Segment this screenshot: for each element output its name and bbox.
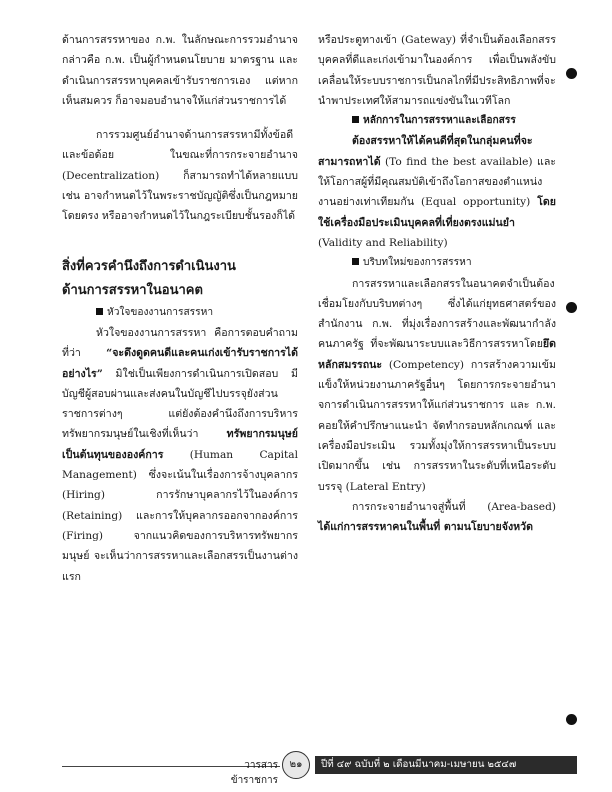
subheading-text: หัวใจของงานการสรรหา — [107, 306, 214, 318]
para3-quote: “จะดึงดูดคนดีและคนเก่งเข้ารับราชการได้อย่างไร” — [62, 347, 298, 380]
page-number: ๒๑ — [282, 751, 310, 779]
subheading-text: บริบทใหม่ของการสรรหา — [363, 257, 472, 269]
left-paragraph-2: การรวมศูนย์อำนาจด้านการสรรหามีทั้งข้อดีและข้อด้อย ในขณะที่การกระจายอำนาจ (Decentralization) ก็สามารถทำได้หลายแบบ เช่น อาจกำหนดไว้ในพระราชบัญญัติซึ่งเป็นกฎหมายโดยตรง หรืออาจกำหนดไว้ในกฎระเบียบชั้นรองก็ได้ — [62, 129, 298, 223]
para3-bold: ยึดหลักสมรรถนะ — [318, 338, 556, 371]
subheading-heart-of-recruitment — [62, 303, 298, 323]
left-paragraph-1: ด้านการสรรหาของ ก.พ. ในลักษณะการรวมอำนาจ กล่าวคือ ก.พ. เป็นผู้กำหนดนโยบาย มาตรฐาน และดำเนินการสรรหาบุคคลเข้ารับราชการเอง แต่หากเห็นสมควร ก็อาจมอบอำนาจให้แก่ส่วนราชการได้ — [62, 34, 298, 107]
left-paragraph-3 — [62, 323, 298, 587]
para2-bold-2: โดยใช้เครื่องมือประเมินบุคคลที่เที่ยงตรงแม่นยำ — [318, 196, 556, 229]
para4-text-b: ได้แก่การสรรหาคนในพื้นที่ ตามนโยบายจังหวัด — [318, 521, 533, 534]
para3-text-c: (Human Capital Management) ซึ่งจะเน้นในเรื่องการจ้างบุคลากร (Hiring) การรักษาบุคลากรไว้ในองค์การ (Retaining) และการให้บุคลากรออกจากองค์การ (Firing) จากแนวคิดของการบริหารทรัพยากรมนุษย์ จะเห็นว่าการสรรหาและเลือกสรรเป็นงานต่างแรก — [62, 448, 298, 583]
page-footer — [0, 744, 612, 784]
para2-text-a: (To find the best available) และให้โอกาสผู้ที่มีคุณสมบัติเข้าถึงโอกาสของตำแหน่งงานอย่างเท่าเทียมกัน (Equal opportunity) — [318, 155, 556, 209]
section-title-line-2: ด้านการสรรหาในอนาคต — [62, 282, 203, 298]
subheading-text: หลักการในการสรรหาและเลือกสรร — [363, 115, 516, 127]
para3-text-a: หัวใจของงานการสรรหา คือการตอบคำถามที่ว่า — [62, 326, 298, 360]
binder-hole-icon — [566, 68, 577, 79]
right-column — [318, 30, 556, 537]
para3-bold: ทรัพยากรมนุษย์เป็นต้นทุนขององค์การ — [62, 428, 298, 461]
right-paragraph-4 — [318, 497, 556, 538]
para2-text-b: (Validity and Reliability) — [318, 236, 448, 249]
journal-name: วารสารข้าราชการ — [230, 760, 278, 786]
square-bullet-icon — [352, 116, 359, 123]
binder-hole-icon — [566, 302, 577, 313]
para3-text-b: มิใช่เป็นเพียงการดำเนินการเปิดสอบ มีบัญชีผู้สอบผ่านและส่งคนในบัญชีไปบรรจุยังส่วนราชการต่างๆ แต่ยังต้องคำนึงถึงการบริหารทรัพยากรมนุษย์ในเชิงที่เห็นว่า — [62, 367, 298, 441]
section-title-line-1: สิ่งที่ควรคำนึงถึงการดำเนินงาน — [62, 258, 236, 274]
square-bullet-icon — [352, 258, 359, 265]
square-bullet-icon — [96, 308, 103, 315]
para4-text-a: การกระจายอำนาจสู่พื้นที่ (Area-based) — [352, 500, 556, 513]
para2-bold-1: ต้องสรรหาให้ได้คนดีที่สุดในกลุ่มคนที่จะสามารถหาได้ — [318, 135, 533, 168]
right-paragraph-3 — [318, 274, 556, 497]
subheading-principles — [318, 111, 556, 131]
subheading-new-context — [318, 253, 556, 273]
issue-info: ปีที่ ๔๙ ฉบับที่ ๒ เดือนมีนาคม-เมษายน ๒๕๔๗ — [315, 756, 577, 774]
binder-hole-icon — [566, 714, 577, 725]
para3-text-a: การสรรหาและเลือกสรรในอนาคตจำเป็นต้องเชื่อมโยงกับบริบทต่างๆ ซึ่งได้แก่ยุทธศาสตร์ของสำนักงาน ก.พ. ที่มุ่งเรื่องการสร้างและพัฒนากำลังคนภาครัฐ ที่จะพัฒนาระบบและวิธีการสรรหาโดย — [318, 277, 556, 351]
right-paragraph-1: หรือประตูทางเข้า (Gateway) ที่จำเป็นต้องเลือกสรรบุคคลที่ดีและเก่งเข้ามาในองค์การ เพื่อเป็นพลังขับเคลื่อนให้ระบบราชการเป็นกลไกที่มีประสิทธิภาพที่จะนำพาประเทศให้สามารถแข่งขันในเวทีโลก — [318, 34, 556, 107]
para3-text-b: (Competency) การสร้างความเข้มแข็งให้หน่วยงานภาครัฐอื่นๆ โดยการกระจายอำนาจการดำเนินการสรรหาให้แก่ส่วนราชการ และ ก.พ. คอยให้คำปรึกษาแนะนำ จัดทำกรอบหลักเกณฑ์ และเครื่องมือประเมิน รวมทั้งมุ่งให้การสรรหาเป็นระบบเปิดมากขึ้น เช่น การสรรหาในระดับที่เหนือระดับบรรจุ (Lateral Entry) — [318, 358, 556, 493]
left-column — [62, 30, 298, 587]
right-paragraph-2 — [318, 131, 556, 253]
